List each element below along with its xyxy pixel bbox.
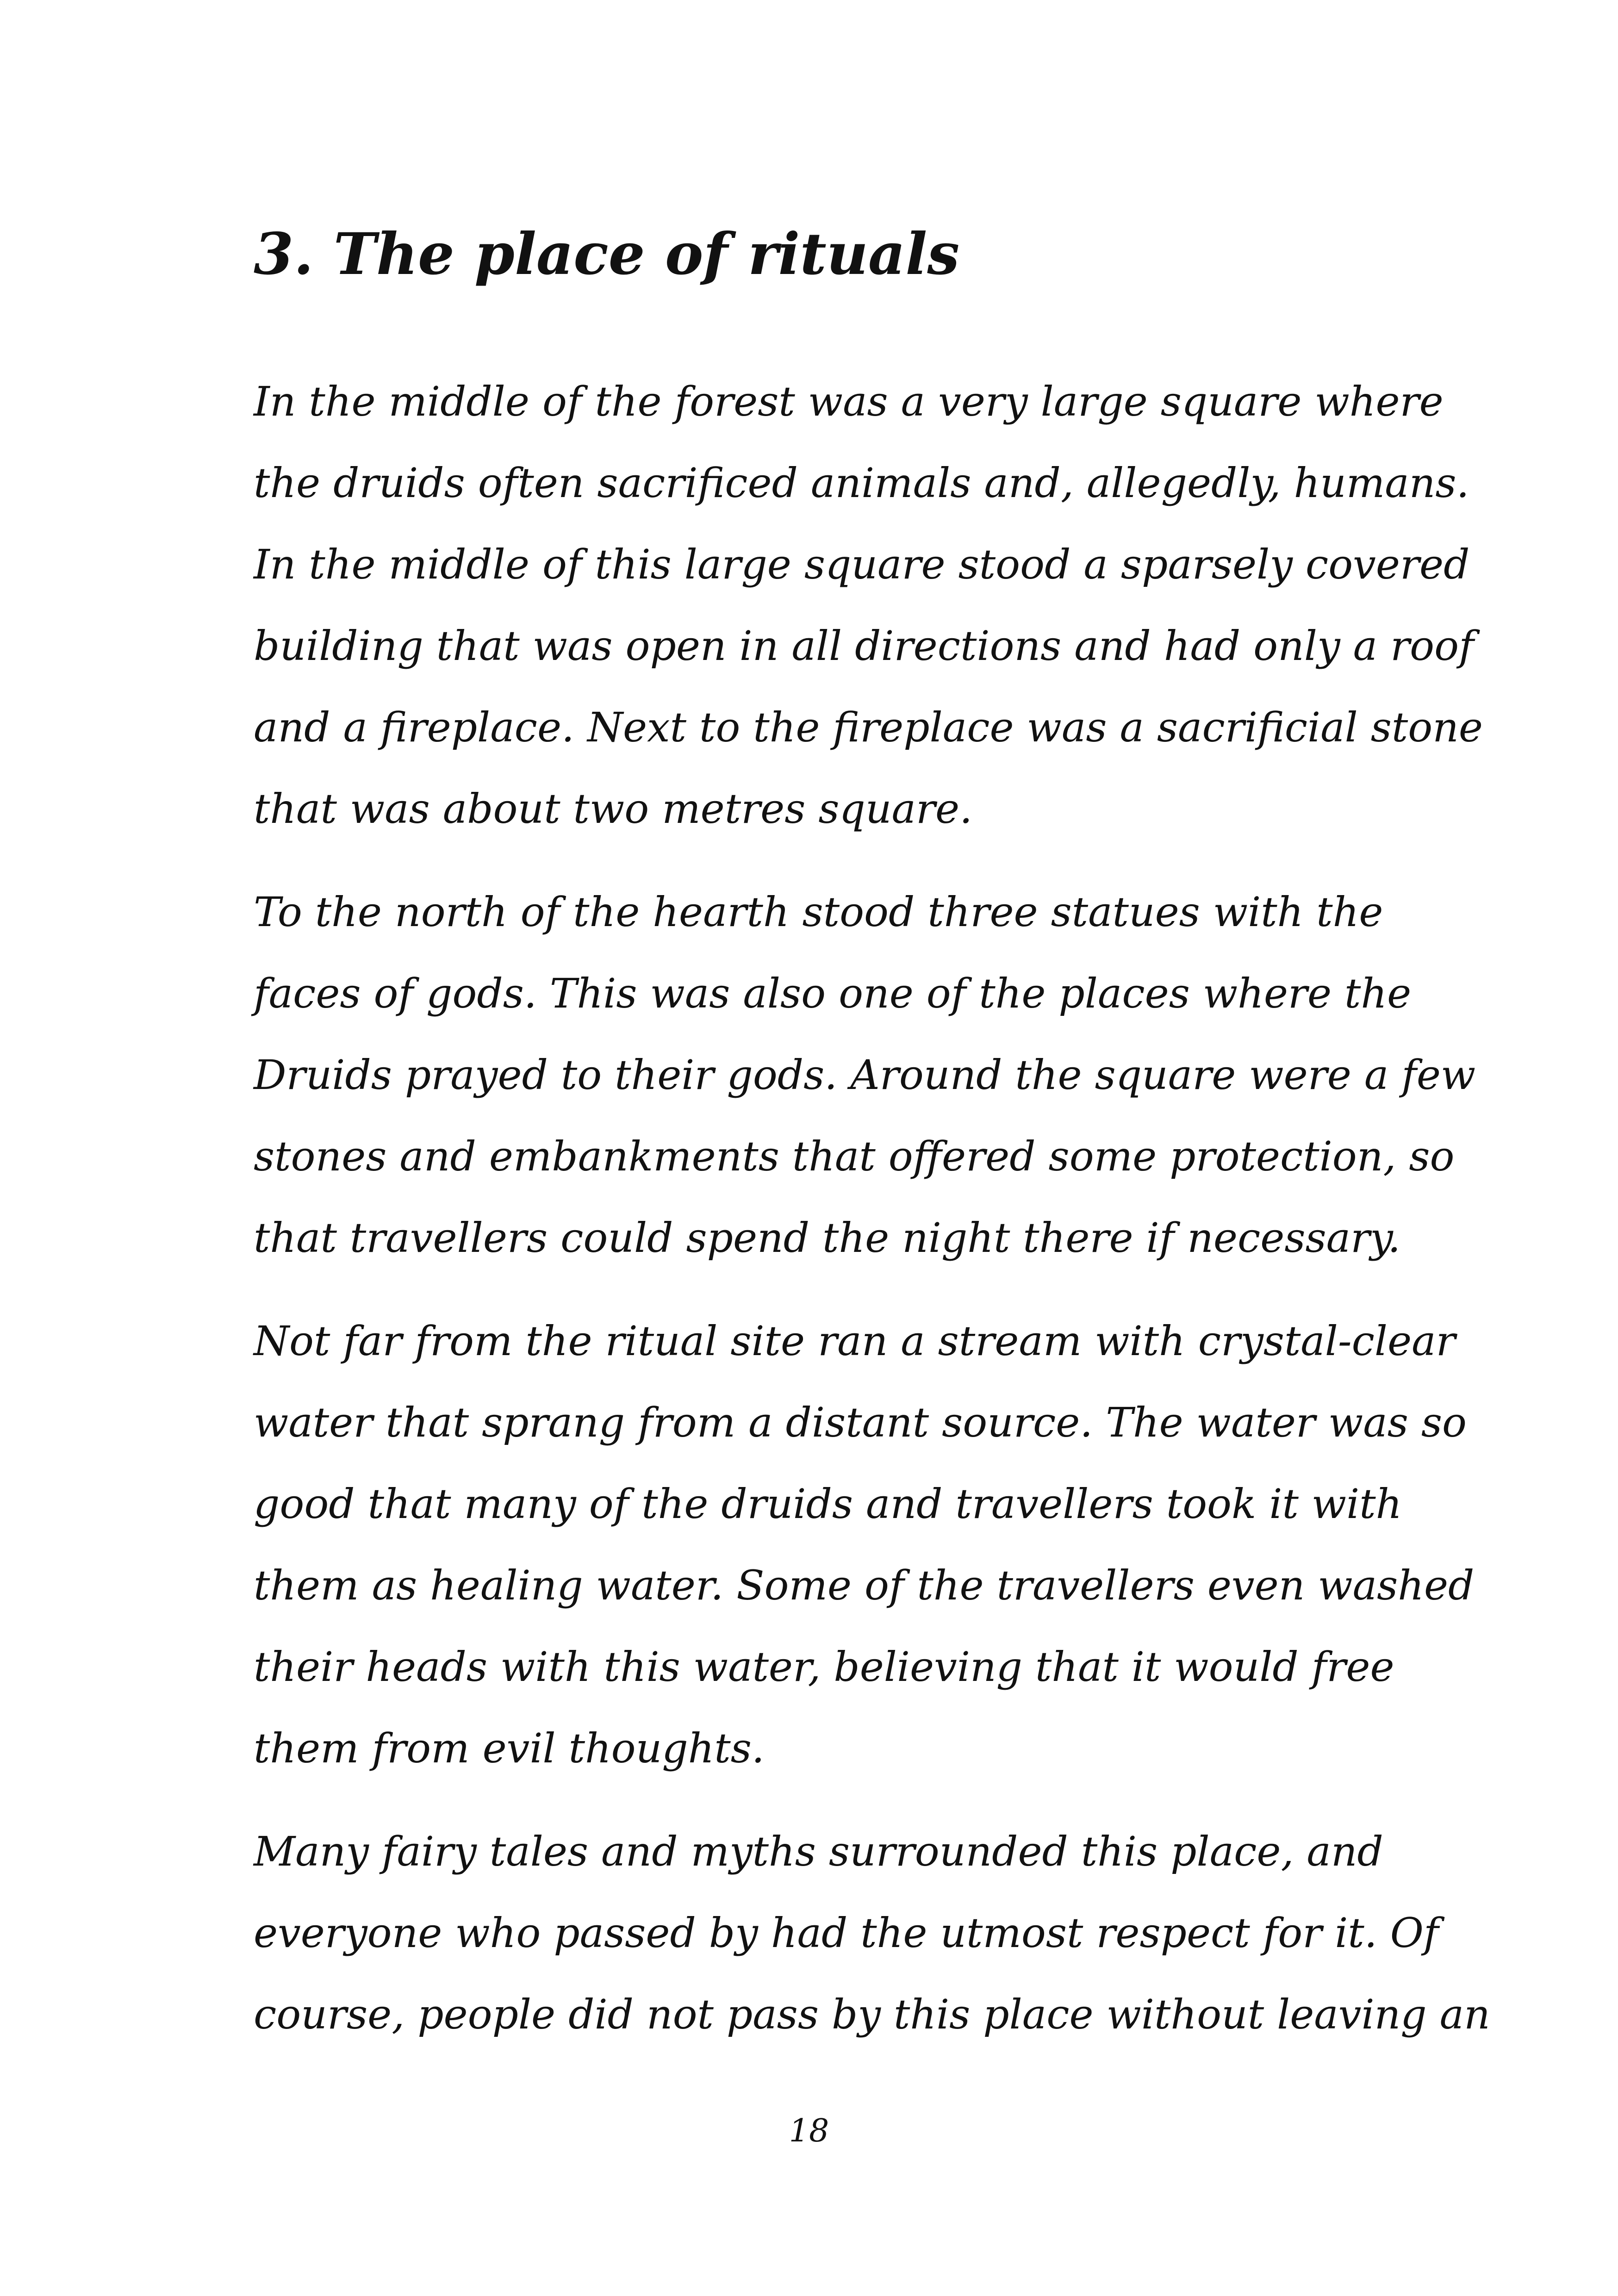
text-line: that was about two metres square.	[254, 785, 973, 833]
text-line: the druids often sacrificed animals and, allegedly, humans.	[254, 459, 1469, 507]
text-line: that travellers could spend the night there if necessary.	[254, 1214, 1401, 1262]
text-line: them as healing water. Some of the travellers even washed	[254, 1562, 1475, 1609]
text-line: Druids prayed to their gods. Around the square were a few	[254, 1051, 1476, 1099]
text-line: water that sprang from a distant source. The water was so	[254, 1399, 1467, 1446]
text-line: their heads with this water, believing that it would free	[254, 1643, 1394, 1691]
body-text	[254, 361, 1490, 2077]
text-line: To the north of the hearth stood three statues with the	[254, 888, 1383, 936]
text-line: Many fairy tales and myths surrounded this place, and	[254, 1828, 1383, 1875]
paragraph-1	[254, 361, 1483, 850]
paragraph-4	[254, 1811, 1490, 2055]
page-number: 18	[789, 2113, 829, 2149]
text-line: In the middle of this large square stood a sparsely covered	[254, 541, 1470, 588]
text-line: faces of gods. This was also one of the places where the	[254, 970, 1412, 1017]
text-line: building that was open in all directions and had only a roof	[254, 622, 1474, 670]
paragraph-3	[254, 1300, 1475, 1789]
text-line: them from evil thoughts.	[254, 1724, 765, 1772]
text-line: In the middle of the forest was a very large square where	[254, 378, 1444, 425]
text-line: and a fireplace. Next to the fireplace was a sacrificial stone	[254, 703, 1483, 751]
text-line: stones and embankments that offered some protection, so	[254, 1132, 1455, 1180]
text-line: good that many of the druids and travellers took it with	[254, 1480, 1402, 1528]
text-line: Not far from the ritual site ran a stream with crystal-clear	[254, 1317, 1456, 1365]
text-line: course, people did not pass by this place without leaving an	[254, 1991, 1490, 2038]
chapter-heading: 3. The place of rituals	[254, 221, 960, 288]
paragraph-2	[254, 871, 1476, 1279]
text-line: everyone who passed by had the utmost respect for it. Of	[254, 1909, 1439, 1957]
